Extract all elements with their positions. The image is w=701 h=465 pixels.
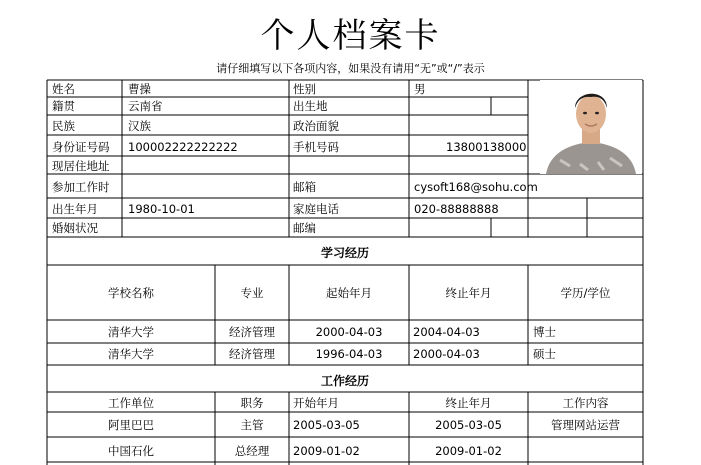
email-value: cysoft168@sohu.com	[414, 180, 538, 194]
id-value: 100002222222222	[128, 140, 238, 154]
instruction-text: 请仔细填写以下各项内容，如果没有请用“无”或“/”表示	[216, 62, 485, 75]
work-header-start: 开始年月	[293, 396, 339, 410]
edu-header-end: 终止年月	[445, 286, 492, 300]
work-row-2-start: 2009-01-02	[293, 444, 360, 458]
edu-header-major: 专业	[240, 286, 264, 300]
edu-row-2-school: 清华大学	[108, 347, 154, 361]
edu-row-1-degree: 博士	[533, 325, 556, 339]
email-label: 邮箱	[293, 180, 316, 194]
edu-row-2-major: 经济管理	[229, 347, 275, 361]
phone-label: 家庭电话	[293, 202, 339, 216]
edu-row-2-degree: 硕士	[533, 347, 556, 361]
birth-label: 出生年月	[52, 202, 98, 216]
phone-value: 020-88888888	[414, 202, 499, 216]
native-value: 云南省	[128, 99, 163, 113]
edu-row-2-start: 1996-04-03	[315, 347, 383, 361]
work-row-2-end: 2009-01-02	[435, 444, 502, 458]
work-row-1-start: 2005-03-05	[293, 418, 360, 432]
edu-row-1-start: 2000-04-03	[315, 325, 383, 339]
workstart-label: 参加工作时	[52, 180, 110, 194]
education-section-title: 学习经历	[320, 246, 369, 260]
name-value: 曹操	[128, 82, 151, 96]
work-header-position: 职务	[240, 396, 264, 410]
work-row-2-position: 总经理	[234, 444, 270, 458]
edu-header-school: 学校名称	[108, 286, 154, 300]
work-row-2-company: 中国石化	[108, 444, 154, 458]
mobile-label: 手机号码	[293, 140, 339, 154]
address-label: 现居住地址	[52, 159, 110, 173]
edu-row-1-end: 2004-04-03	[413, 325, 480, 339]
edu-header-start: 起始年月	[326, 286, 372, 300]
edu-row-1-school: 清华大学	[108, 325, 154, 339]
gender-label: 性别	[293, 82, 316, 96]
work-header-content: 工作内容	[562, 396, 609, 410]
marital-label: 婚姻状况	[52, 221, 98, 235]
work-row-1-content: 管理网站运营	[551, 418, 620, 432]
name-label: 姓名	[52, 82, 75, 96]
id-label: 身份证号码	[52, 140, 110, 154]
person-photo-icon	[540, 80, 642, 174]
profile-photo	[540, 80, 642, 174]
work-header-company: 工作单位	[108, 396, 154, 410]
document-title: 个人档案卡	[260, 16, 441, 56]
zip-label: 邮编	[293, 221, 316, 235]
political-label: 政治面貌	[293, 119, 339, 133]
work-header-end: 终止年月	[445, 396, 492, 410]
birth-value: 1980-10-01	[128, 202, 195, 216]
birthplace-label: 出生地	[293, 99, 328, 113]
edu-row-2-end: 2000-04-03	[413, 347, 480, 361]
mobile-value: 13800138000	[446, 140, 527, 154]
ethnic-label: 民族	[52, 119, 75, 133]
edu-header-degree: 学历/学位	[560, 286, 611, 300]
gender-value: 男	[414, 82, 426, 96]
work-section-title: 工作经历	[320, 374, 369, 388]
work-row-1-company: 阿里巴巴	[108, 418, 154, 432]
work-row-1-end: 2005-03-05	[435, 418, 502, 432]
work-row-1-position: 主管	[240, 418, 264, 432]
ethnic-value: 汉族	[128, 119, 151, 133]
native-label: 籍贯	[52, 99, 75, 113]
edu-row-1-major: 经济管理	[229, 325, 275, 339]
